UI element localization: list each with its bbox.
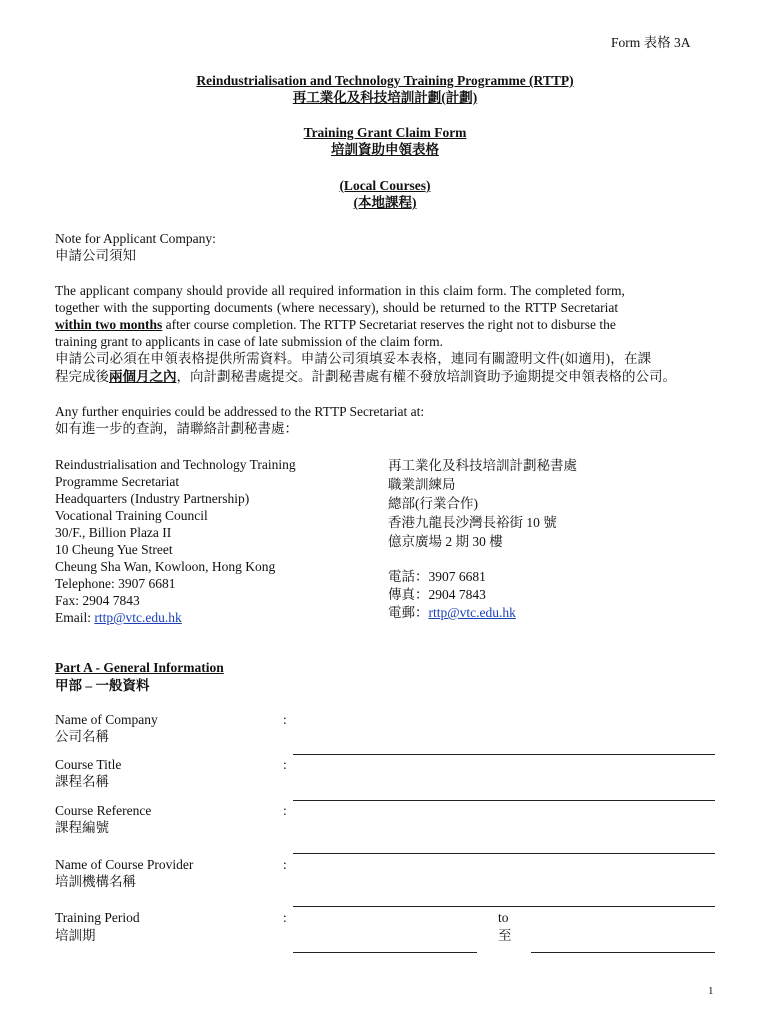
deadline-emphasis: within two months <box>55 317 163 332</box>
part-a-title-en: Part A - General Information <box>55 660 224 675</box>
course-title-label-en: Course Title <box>55 757 122 772</box>
enquiry-en: Any further enquiries could be addressed to the RTTP Secretariat at: <box>55 404 425 419</box>
colon: : <box>283 803 287 818</box>
note-line: training grant to applicants in case of late submission of the claim form. <box>55 334 444 349</box>
email-label: 電郵： <box>388 605 429 620</box>
address-line: 香港九龍長沙灣長裕街 10 號 <box>388 515 557 530</box>
telephone-en: Telephone: 3907 6681 <box>55 576 176 591</box>
email-row-zh <box>388 604 516 622</box>
contact-zh <box>388 568 516 622</box>
programme-title-zh: 再工業化及科技培訓計劃(計劃) <box>292 90 478 105</box>
period-label-zh: 培訓期 <box>55 928 96 943</box>
period-end-field[interactable] <box>531 952 715 953</box>
provider-label-zh: 培訓機構名稱 <box>55 874 136 889</box>
to-label-en: to <box>498 910 509 925</box>
note-line: The applicant company should provide all required information in this claim form. The completed form, <box>55 283 625 298</box>
to-label-zh: 至 <box>498 928 512 943</box>
note-text: ，向計劃秘書處提交。計劃秘書處有權不發放培訓資助予逾期提交申領表格的公司。 <box>176 369 676 384</box>
course-type-zh: (本地課程) <box>353 195 417 210</box>
deadline-emphasis-zh: 兩個月之內 <box>109 369 177 384</box>
address-line: 總部(行業合作) <box>388 496 478 511</box>
company-label-zh: 公司名稱 <box>55 729 109 744</box>
note-line: together with the supporting documents (where necessary), should be returned to the RTTP Secretariat <box>55 300 619 315</box>
fax-zh: 傳真：2904 7843 <box>388 587 486 602</box>
form-title-en: Training Grant Claim Form <box>303 125 467 140</box>
address-line: 再工業化及科技培訓計劃秘書處 <box>388 458 577 473</box>
course-ref-field[interactable] <box>293 853 715 854</box>
email-link[interactable]: rttp@vtc.edu.hk <box>94 610 182 625</box>
colon: : <box>283 757 287 772</box>
note-line <box>55 316 715 333</box>
provider-field[interactable] <box>293 906 715 907</box>
course-ref-label-en: Course Reference <box>55 803 152 818</box>
form-number: Form 表格 3A <box>611 35 691 50</box>
note-zh-line-1: 申請公司必須在申領表格提供所需資料。申請公司須填妥本表格，連同有關證明文件(如適用)，在課 <box>55 351 652 366</box>
address-line: Headquarters (Industry Partnership) <box>55 491 250 506</box>
address-en <box>55 456 296 626</box>
address-line: 職業訓練局 <box>388 477 456 492</box>
note-zh-line-2 <box>55 368 676 385</box>
telephone-zh: 電話：3907 6681 <box>388 569 486 584</box>
note-text: 程完成後 <box>55 369 109 384</box>
colon: : <box>283 712 287 727</box>
address-line: Programme Secretariat <box>55 474 180 489</box>
address-line: 30/F., Billion Plaza II <box>55 525 172 540</box>
email-label: Email: <box>55 610 95 625</box>
address-line: Reindustrialisation and Technology Training <box>55 457 296 472</box>
note-text: after course completion. The RTTP Secretariat reserves the right not to disburse the <box>162 317 616 332</box>
colon: : <box>283 857 287 872</box>
note-paragraph-en <box>55 282 715 350</box>
programme-title-en: Reindustrialisation and Technology Training Programme (RTTP) <box>196 73 574 88</box>
company-label-en: Name of Company <box>55 712 158 727</box>
part-a-title-zh: 甲部 – 一般資料 <box>55 678 150 693</box>
company-field[interactable] <box>293 754 715 755</box>
note-heading-zh: 申請公司須知 <box>55 248 136 263</box>
page-number: 1 <box>708 985 714 997</box>
enquiry-zh: 如有進一步的查詢，請聯絡計劃秘書處： <box>55 421 298 436</box>
note-heading-en: Note for Applicant Company: <box>55 231 216 246</box>
period-start-field[interactable] <box>293 952 477 953</box>
course-ref-label-zh: 課程編號 <box>55 820 109 835</box>
address-line: 10 Cheung Yue Street <box>55 542 173 557</box>
email-row-en <box>55 609 296 626</box>
provider-label-en: Name of Course Provider <box>55 857 194 872</box>
course-title-label-zh: 課程名稱 <box>55 774 109 789</box>
fax-en: Fax: 2904 7843 <box>55 593 140 608</box>
address-line: Cheung Sha Wan, Kowloon, Hong Kong <box>55 559 276 574</box>
address-zh <box>388 456 577 551</box>
period-label-en: Training Period <box>55 910 140 925</box>
address-line: 億京廣場 2 期 30 樓 <box>388 534 503 549</box>
colon: : <box>283 910 287 925</box>
course-type-en: (Local Courses) <box>339 178 431 193</box>
email-link[interactable]: rttp@vtc.edu.hk <box>428 605 516 620</box>
form-title-zh: 培訓資助申領表格 <box>331 142 439 157</box>
address-line: Vocational Training Council <box>55 508 208 523</box>
course-title-field[interactable] <box>293 800 715 801</box>
